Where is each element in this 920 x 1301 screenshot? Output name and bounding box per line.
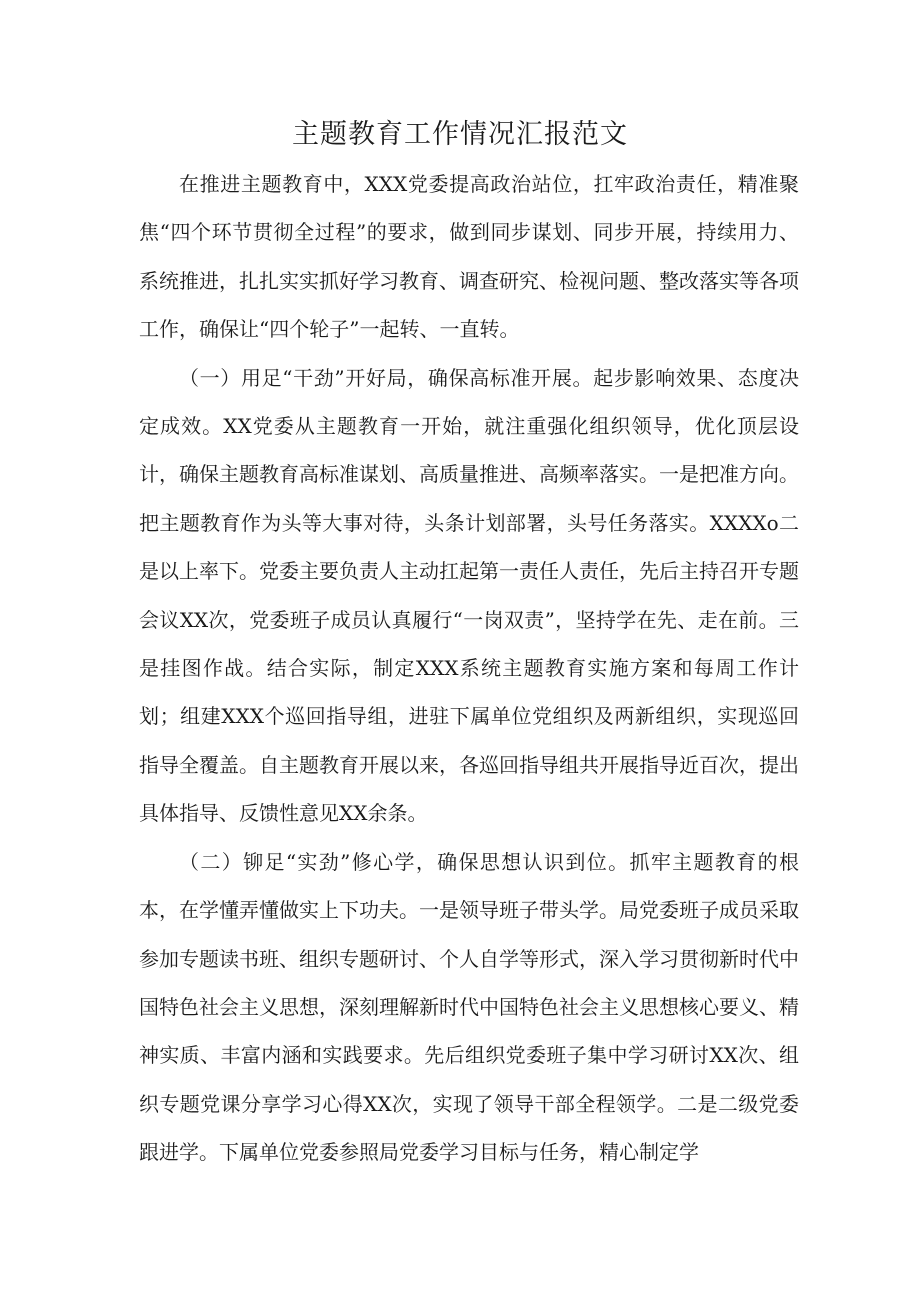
paragraph-section-1: （一）用足“干劲”开好局，确保高标准开展。起步影响效果、态度决定成效。XX党委从主题教育一开始，就注重强化组织领导，优化顶层设计，确保主题教育高标准谋划、高质量推进、高频率落实。一是把准方向。把主题教育作为头等大事对待，头条计划部署，头号任务落实。XXXXo二是以上率下。党委主要负责人主动扛起第一责任人责任，先后主持召开专题会议XX次，党委班子成员认真履行“一岗双责”，坚持学在先、走在前。三是挂图作战。结合实际，制定XXX系统主题教育实施方案和每周工作计划；组建XXX个巡回指导组，进驻下属单位党组织及两新组织，实现巡回指导全覆盖。自主题教育开展以来，各巡回指导组共开展指导近百次，提出具体指导、反馈性意见XX余条。 — [139, 365, 799, 826]
document-title: 主题教育工作情况汇报范文 — [292, 119, 628, 150]
paragraph-section-2: （二）铆足“实劲”修心学，确保思想认识到位。抓牢主题教育的根本，在学懂弄懂做实上下功夫。一是领导班子带头学。局党委班子成员采取参加专题读书班、组织专题研讨、个人自学等形式，深入学习贯彻新时代中国特色社会主义思想，深刻理解新时代中国特色社会主义思想核心要义、精神实质、丰富内涵和实践要求。先后组织党委班子集中学习研讨XX次、组织专题党课分享学习心得XX次，实现了领导干部全程领学。二是二级党委跟进学。下属单位党委参照局党委学习目标与任务，精心制定学 — [139, 849, 799, 1165]
document-body — [139, 160, 799, 1177]
paragraph-intro: 在推进主题教育中，XXX党委提高政治站位，扛牢政治责任，精准聚焦“四个环节贯彻全过程”的要求，做到同步谋划、同步开展，持续用力、系统推进，扎扎实实抓好学习教育、调查研究、检视问题、整改落实等各项工作，确保让“四个轮子”一起转、一直转。 — [139, 172, 799, 342]
